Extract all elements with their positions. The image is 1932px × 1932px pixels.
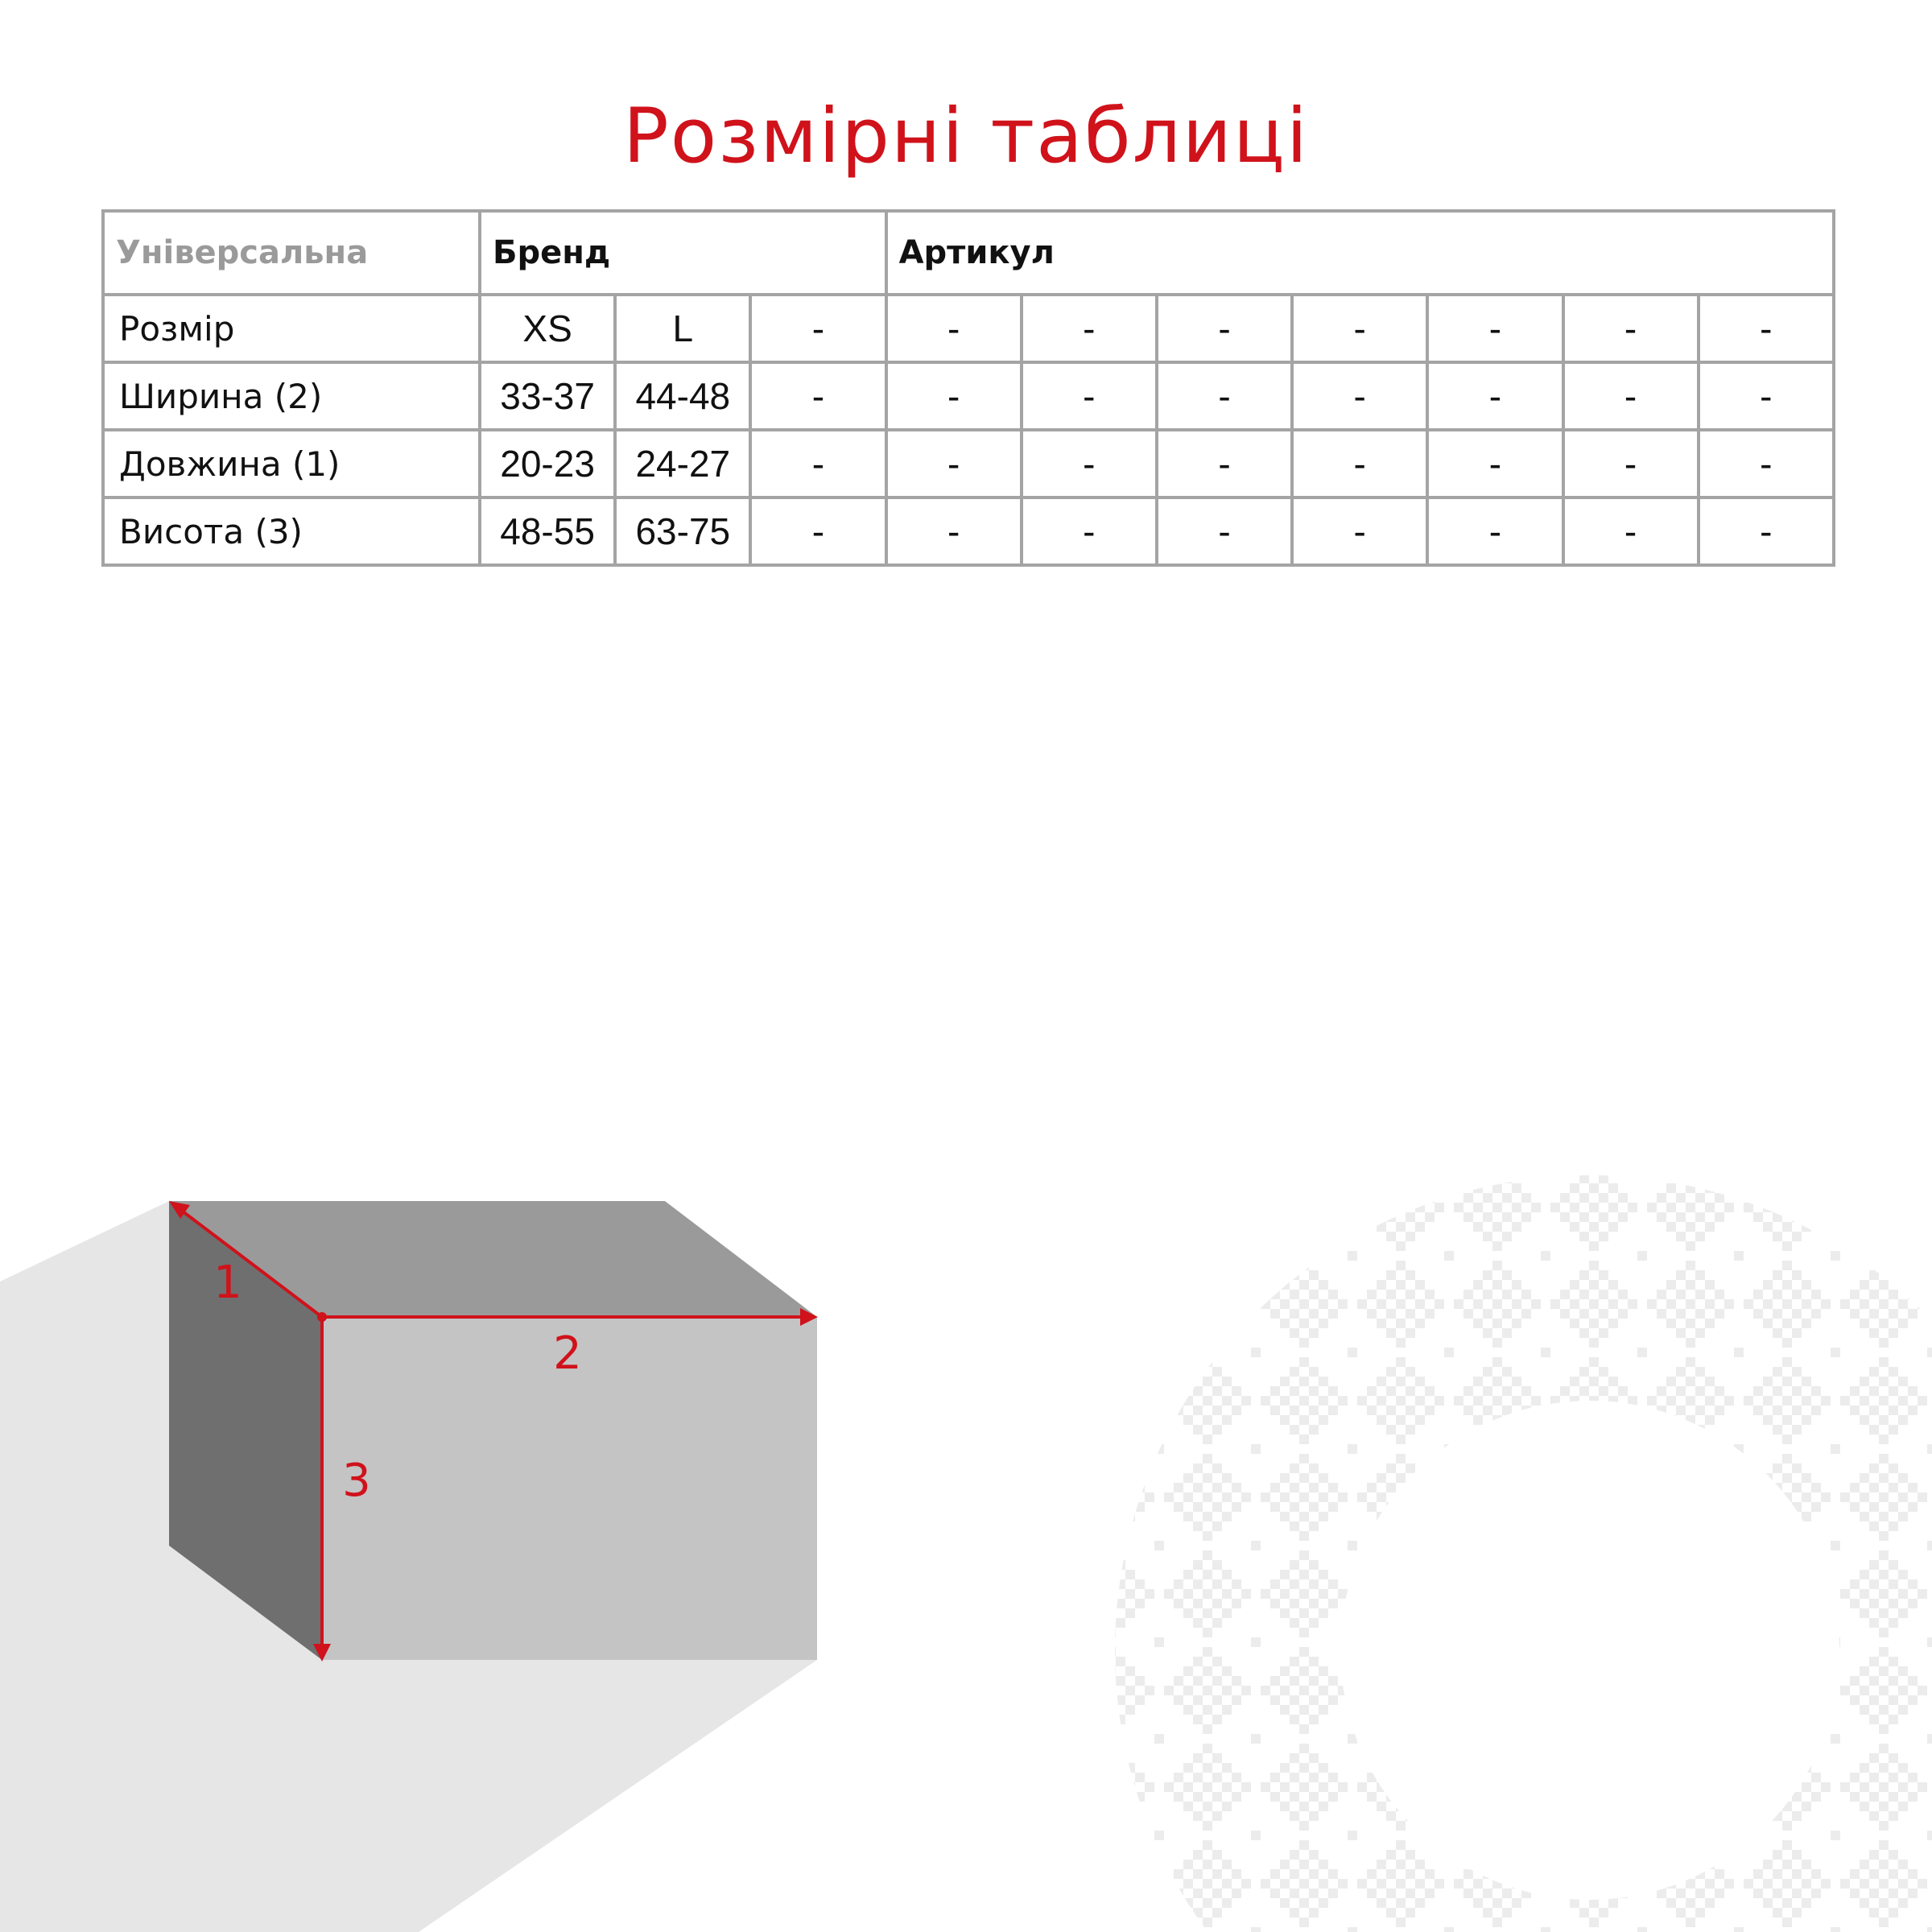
- table-cell: -: [750, 430, 886, 497]
- table-cell: -: [1022, 430, 1157, 497]
- header-article: Артикул: [886, 211, 1834, 295]
- table-cell: -: [1563, 497, 1699, 565]
- table-cell: -: [1427, 362, 1563, 430]
- row-label: Ширина (2): [103, 362, 480, 430]
- row-label: Висота (3): [103, 497, 480, 565]
- table-cell: -: [1157, 430, 1292, 497]
- table-cell: L: [615, 295, 750, 362]
- decorative-ornament: [1046, 1127, 1932, 1932]
- header-universal: Універсальна: [103, 211, 480, 295]
- table-cell: -: [1699, 430, 1834, 497]
- table-cell: -: [1292, 295, 1427, 362]
- table-cell: 33-37: [480, 362, 615, 430]
- table-cell: -: [886, 497, 1022, 565]
- table-cell: -: [1699, 295, 1834, 362]
- table-cell: -: [1292, 497, 1427, 565]
- table-cell: -: [1292, 430, 1427, 497]
- table-cell: -: [1022, 497, 1157, 565]
- table-cell: -: [1022, 295, 1157, 362]
- table-cell: -: [1427, 497, 1563, 565]
- table-cell: -: [1699, 497, 1834, 565]
- table-cell: -: [1427, 295, 1563, 362]
- dimension-label-2: 2: [553, 1327, 582, 1380]
- table-cell: -: [750, 497, 886, 565]
- table-cell: -: [1157, 362, 1292, 430]
- table-cell: -: [1699, 362, 1834, 430]
- table-cell: -: [1157, 497, 1292, 565]
- table-cell: -: [750, 362, 886, 430]
- table-cell: 44-48: [615, 362, 750, 430]
- header-brand: Бренд: [480, 211, 886, 295]
- table-cell: 20-23: [480, 430, 615, 497]
- dimension-label-1: 1: [213, 1257, 242, 1309]
- table-cell: 48-55: [480, 497, 615, 565]
- corner-dot: [317, 1312, 327, 1322]
- table-cell: -: [750, 295, 886, 362]
- table-cell: -: [886, 295, 1022, 362]
- table-cell: 63-75: [615, 497, 750, 565]
- table-cell: -: [1427, 430, 1563, 497]
- table-cell: XS: [480, 295, 615, 362]
- row-label: Довжина (1): [103, 430, 480, 497]
- table-cell: -: [1292, 362, 1427, 430]
- table-cell: -: [1563, 430, 1699, 497]
- table-cell: -: [886, 362, 1022, 430]
- table-cell: -: [1022, 362, 1157, 430]
- row-label: Розмір: [103, 295, 480, 362]
- table-cell: -: [886, 430, 1022, 497]
- table-cell: -: [1563, 362, 1699, 430]
- page-title: Розмірні таблиці: [623, 93, 1309, 180]
- table-cell: 24-27: [615, 430, 750, 497]
- table-cell: -: [1563, 295, 1699, 362]
- dimension-label-3: 3: [342, 1455, 371, 1507]
- table-cell: -: [1157, 295, 1292, 362]
